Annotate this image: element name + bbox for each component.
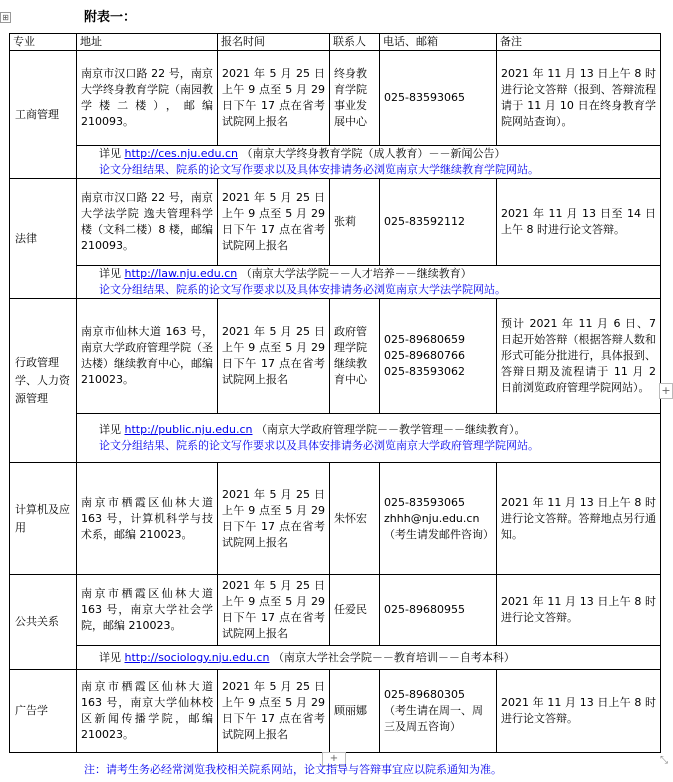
contact-cell: 顾丽娜 [330,670,380,753]
table-resize-icon[interactable]: ⤡ [660,755,668,766]
link-prefix: 详见 [99,650,121,664]
phone-cell [380,299,497,414]
major-cell: 计算机及应用 [10,463,77,575]
header-row [10,34,661,51]
link-row [10,266,661,299]
header-time: 报名时间 [218,34,330,51]
link-cell [77,146,661,179]
website-link[interactable]: http://law.nju.edu.cn [124,267,238,280]
phone-line: 025-83593065 [384,495,465,509]
footer-note: 注：请考生务必经常浏览我校相关院系网站，论文指导与答辩事宜应以院系通知为准。 [84,763,502,776]
phone-hint: （考生请发邮件咨询） [384,527,494,541]
link-row [10,146,661,179]
email-line: zhhh@nju.edu.cn [384,511,480,525]
link-path: （南京大学终身教育学院（成人教育）－－新闻公告） [241,147,506,160]
phone-line: 025-83593062 [384,365,465,378]
note-cell: 预计 2021 年 11 月 6 日、7 日起开始答辩（根据答辩人数和形式可能分批进行，具体报到、答辩日期及流程请于 11 月 2 日前浏览政府管理学院网站）。 [497,299,661,414]
link-row [10,414,661,463]
link-cell [77,266,661,299]
time-cell: 2021 年 5 月 25 日上午 9 点至 5 月 29 日下午 17 点在省考试院网上报名 [218,575,330,646]
phone-line: 025-89680305 [384,688,465,701]
contact-cell: 任爱民 [330,575,380,646]
table-row [10,51,661,146]
exam-table [9,33,661,753]
website-link[interactable]: http://ces.nju.edu.cn [124,147,238,160]
major-cell: 工商管理 [10,51,77,179]
contact-cell: 政府管理学院继续教育中心 [330,299,380,414]
contact-cell: 朱怀宏 [330,463,380,575]
website-link[interactable]: http://public.nju.edu.cn [124,423,253,436]
website-link[interactable]: http://sociology.nju.edu.cn [124,650,270,664]
phone-cell: 025-83592112 [380,179,497,266]
link-prefix: 详见 [99,147,121,160]
table-row [10,575,661,646]
major-cell: 公共关系 [10,575,77,670]
phone-hint: （考生请在周一、周三及周五咨询） [384,704,483,733]
time-cell: 2021 年 5 月 25 日上午 9 点至 5 月 29 日下午 17 点在省考试院网上报名 [218,179,330,266]
address-cell: 南京市栖霞区仙林大道 163 号，南京大学社会学院，邮编 210023。 [77,575,218,646]
address-cell: 南京市汉口路 22 号，南京大学法学院 逸夫管理科学楼（文科二楼）8 楼，邮编 210093。 [77,179,218,266]
time-cell: 2021 年 5 月 25 日上午 9 点至 5 月 29 日下午 17 点在省考试院网上报名 [218,463,330,575]
address-cell: 南京市汉口路 22 号，南京大学终身教育学院（南园教学楼二楼），邮编 210093。 [77,51,218,146]
time-cell: 2021 年 5 月 25 日上午 9 点至 5 月 29 日下午 17 点在省考试院网上报名 [218,670,330,753]
link-cell [77,646,661,670]
add-column-button[interactable]: + [659,383,673,399]
contact-cell: 张莉 [330,179,380,266]
link-note: 论文分组结果、院系的论文写作要求以及具体安排请务必浏览南京大学法学院网站。 [99,283,506,296]
time-cell: 2021 年 5 月 25 日上午 9 点至 5 月 29 日下午 17 点在省考试院网上报名 [218,51,330,146]
note-cell: 2021 年 11 月 13 日上午 8 时进行论文答辩。答辩地点另行通知。 [497,463,661,575]
table-move-handle[interactable]: ⊞ [0,12,11,23]
link-prefix: 详见 [99,423,121,436]
link-row [10,646,661,670]
phone-cell: 025-89680955 [380,575,497,646]
table-row [10,299,661,414]
address-cell: 南京市栖霞区仙林大道 163 号，南京大学仙林校区新闻传播学院，邮编 210023。 [77,670,218,753]
major-cell: 广告学 [10,670,77,753]
link-note: 论文分组结果、院系的论文写作要求以及具体安排请务必浏览南京大学政府管理学院网站。 [99,439,539,452]
time-cell: 2021 年 5 月 25 日上午 9 点至 5 月 29 日下午 17 点在省考试院网上报名 [218,299,330,414]
link-path: （南京大学政府管理学院－－教学管理－－继续教育）。 [256,423,526,436]
add-row-button[interactable]: + [322,752,346,766]
link-note: 论文分组结果、院系的论文写作要求以及具体安排请务必浏览南京大学继续教育学院网站。 [99,163,539,176]
contact-cell: 终身教育学院事业发展中心 [330,51,380,146]
link-cell [77,414,661,463]
major-cell: 行政管理学、人力资源管理 [10,299,77,463]
major-cell: 法律 [10,179,77,299]
phone-cell [380,463,497,575]
table-row [10,179,661,266]
address-cell: 南京市栖霞区仙林大道 163 号，计算机科学与技术系，邮编 210023。 [77,463,218,575]
header-note: 备注 [497,34,661,51]
phone-line: 025-89680659 [384,333,465,346]
link-path: （南京大学社会学院－－教育培训－－自考本科） [272,650,515,664]
table-row [10,670,661,753]
header-major: 专业 [10,34,77,51]
header-phone: 电话、邮箱 [380,34,497,51]
link-path: （南京大学法学院－－人才培养－－继续教育） [240,267,472,280]
phone-cell: 025-83593065 [380,51,497,146]
table-row [10,463,661,575]
link-prefix: 详见 [99,267,121,280]
header-address: 地址 [77,34,218,51]
page-title: 附表一： [84,10,137,25]
phone-cell [380,670,497,753]
address-cell: 南京市仙林大道 163 号，南京大学政府管理学院（圣达楼）继续教育中心，邮编 210023。 [77,299,218,414]
note-cell: 2021 年 11 月 13 日上午 8 时进行论文答辩（报到、答辩流程请于 11 月 10 日在终身教育学院网站查询）。 [497,51,661,146]
note-cell: 2021 年 11 月 13 日至 14 日上午 8 时进行论文答辩。 [497,179,661,266]
note-cell: 2021 年 11 月 13 日上午 8 时进行论文答辩。 [497,670,661,753]
phone-line: 025-89680766 [384,349,465,362]
header-contact: 联系人 [330,34,380,51]
note-cell: 2021 年 11 月 13 日上午 8 时进行论文答辩。 [497,575,661,646]
